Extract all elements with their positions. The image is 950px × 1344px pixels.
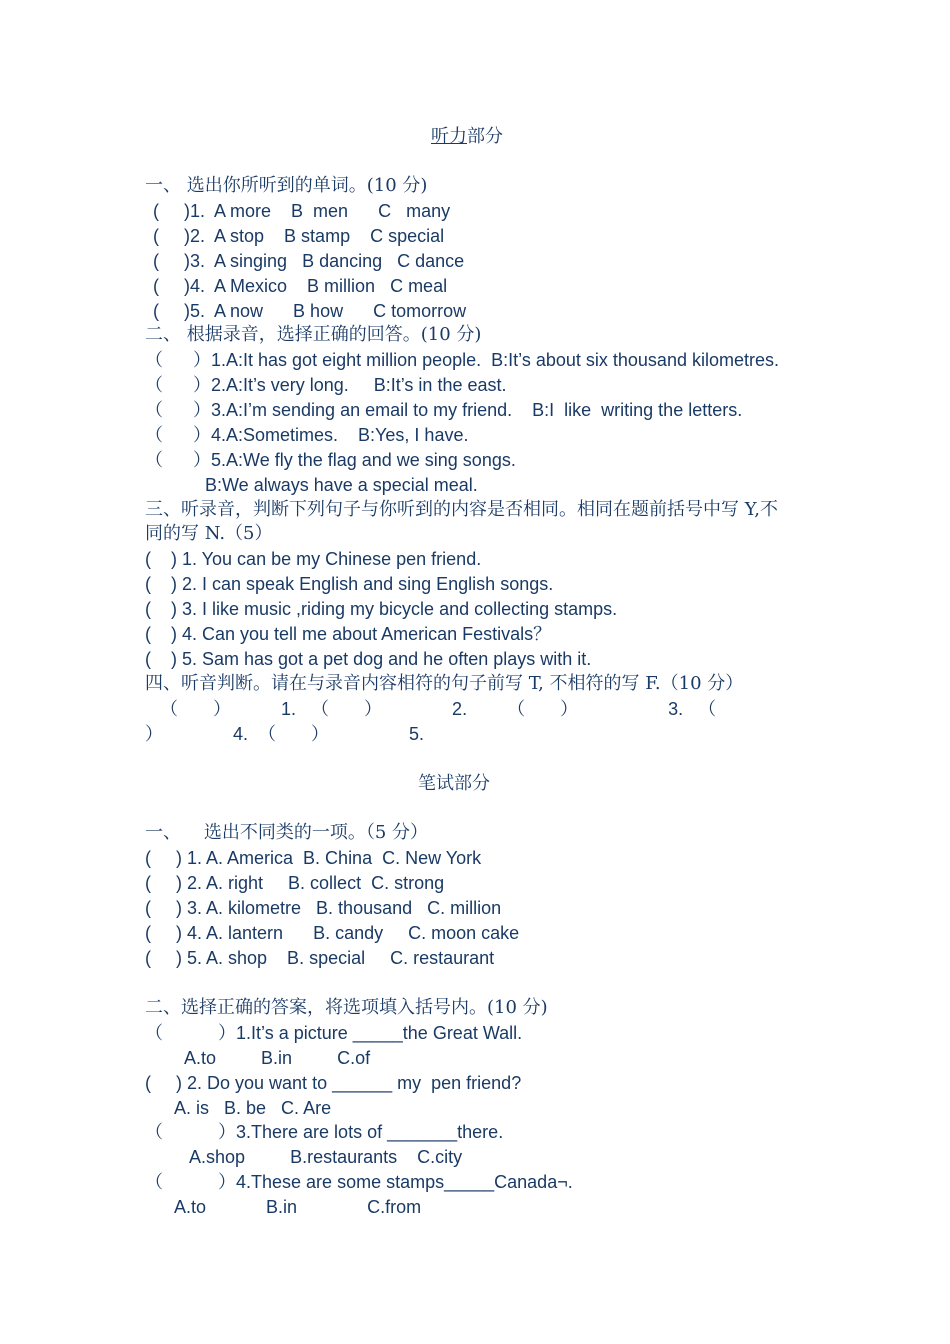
l4-answer-line: ） 4. （ ） 5. — [145, 724, 425, 744]
w1-heading: 一、 选出不同类的一项。（5 分） — [145, 822, 429, 843]
l1-item: ( )5. A now B how C tomorrow — [153, 301, 467, 321]
l1-item: ( )3. A singing B dancing C dance — [153, 251, 465, 271]
l3-item: ( ) 2. I can speak English and sing English songs. — [145, 574, 554, 594]
l3-item: ( ) 5. Sam has got a pet dog and he often plays with it. — [145, 649, 592, 669]
w2-options: A.to B.in C.of — [145, 1048, 371, 1068]
l1-item: ( )2. A stop B stamp C special — [153, 226, 445, 246]
listening-title-rest: 部分 — [467, 126, 503, 147]
l2-item: （ ）2.A:It’s very long. B:It’s in the east. — [145, 375, 507, 395]
l4-heading: 四、听音判断。请在与录音内容相符的句子前写 T, 不相符的写 F.（10 分） — [145, 673, 744, 694]
w2-options: A. is B. be C. Are — [145, 1098, 332, 1118]
w1-item: ( ) 1. A. America B. China C. New York — [145, 848, 482, 868]
l3-item: ( ) 4. Can you tell me about American Festivals？ — [145, 624, 552, 644]
w1-item: ( ) 4. A. lantern B. candy C. moon cake — [145, 923, 520, 943]
l3-heading-line1: 三、听录音，判断下列句子与你听到的内容是否相同。相同在题前括号中写 Y,不 — [145, 499, 779, 520]
w2-options: A.to B.in C.from — [145, 1197, 422, 1217]
l1-item: ( )4. A Mexico B million C meal — [153, 276, 448, 296]
l2-heading: 二、 根据录音，选择正确的回答。(10 分) — [145, 324, 482, 345]
l3-heading-line2: 同的写 N.（5） — [145, 523, 273, 544]
w1-item: ( ) 3. A. kilometre B. thousand C. million — [145, 898, 502, 918]
l3-item: ( ) 3. I like music ,riding my bicycle and collecting stamps. — [145, 599, 618, 619]
l2-item: （ ）1.A:It has got eight million people. B:It’s about six thousand kilometres. — [145, 350, 779, 370]
listening-title-underlined: 听力 — [431, 126, 467, 147]
l1-item: ( )1. A more B men C many — [153, 201, 451, 221]
l2-item: （ ）5.A:We fly the flag and we sing songs. — [145, 450, 516, 470]
w2-options: A.shop B.restaurants C.city — [145, 1147, 463, 1167]
l4-answer-line: （ ） 1. （ ） 2. （ ） 3. （ — [145, 699, 717, 719]
l2-item: （ ）3.A:I’m sending an email to my friend. B:I like writing the letters. — [145, 400, 743, 420]
writing-title: 笔试部分 — [418, 773, 490, 794]
listening-title — [431, 125, 503, 149]
w1-item: ( ) 5. A. shop B. special C. restaurant — [145, 948, 495, 968]
w1-item: ( ) 2. A. right B. collect C. strong — [145, 873, 445, 893]
w2-question: （ ）4.These are some stamps_____Canada¬. — [145, 1172, 573, 1192]
w2-question: （ ）3.There are lots of _______there. — [145, 1122, 504, 1142]
l2-item: B:We always have a special meal. — [145, 475, 478, 495]
w2-heading: 二、选择正确的答案，将选项填入括号内。(10 分) — [145, 997, 548, 1018]
l2-item: （ ）4.A:Sometimes. B:Yes, I have. — [145, 425, 469, 445]
l1-heading: 一、 选出你所听到的单词。(10 分) — [145, 175, 428, 196]
w2-question: ( ) 2. Do you want to ______ my pen friend? — [145, 1073, 522, 1093]
l3-item: ( ) 1. You can be my Chinese pen friend. — [145, 549, 482, 569]
w2-question: （ ）1.It’s a picture _____the Great Wall. — [145, 1023, 523, 1043]
